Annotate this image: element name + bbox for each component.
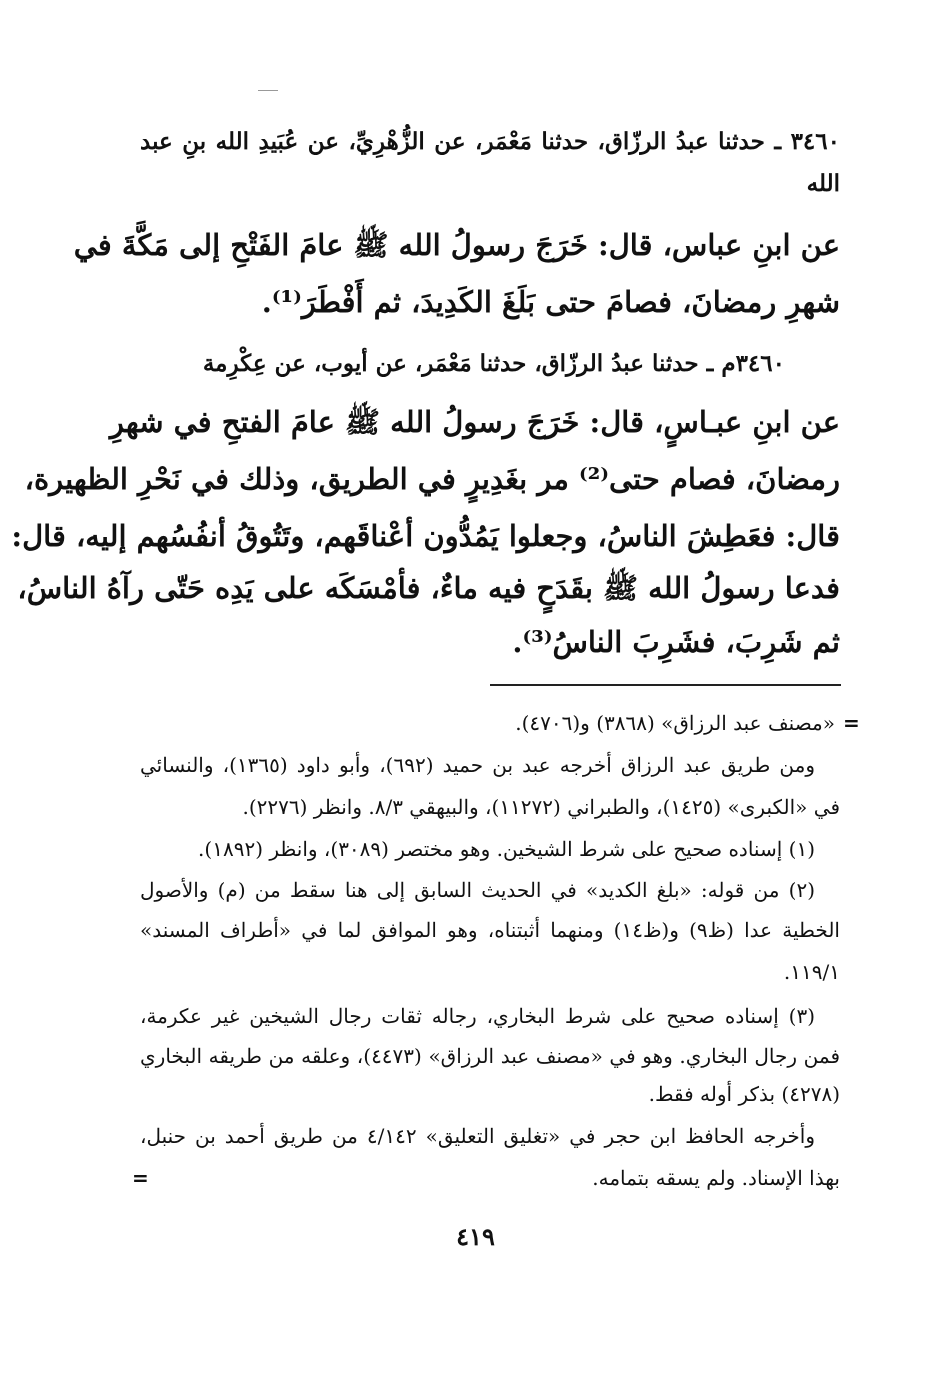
footnote-3-line4: وأخرجه الحافظ ابن حجر في «تغليق التعليق» ٤/١٤٢ من طريق أحمد بن حنبل، [140,1124,816,1148]
hadith-3460m-text-line3: قال: فعَطِشَ الناسُ، وجعلوا يَمُدُّون أعْناقَهم، وتَتُوقُ أنفُسُهم إليه، قال: [11,519,840,553]
footnote-2-line1: (٢) من قوله: «بلغ الكديد» في الحديث السابق إلى هنا سقط من (م) والأصول [140,878,815,902]
hadith-3460m-text-line2: رمضانَ، فصام حتى⁽²⁾ مر بغَدِيرٍ في الطريق، وذلك في نَحْرِ الظهيرة، [24,462,840,496]
hadith-3460m-text-line1: عن ابنِ عبـاسٍ، قال: خَرَجَ رسولُ الله ﷺ عامَ الفتحِ في شهرِ [109,405,840,439]
footnote-3-line5: بهذا الإسناد. ولم يسقه بتمامه. [592,1166,840,1190]
footnote-line1: «مصنف عبد الرزاق» (٣٨٦٨) و(٤٧٠٦). [515,711,835,735]
hadith-3460m-chain-line1: ٣٤٦٠م ـ حدثنا عبدُ الرزّاق، حدثنا مَعْمَر، عن أيوب، عن عِكْرِمة [202,350,785,377]
footnote-2-line3: ١١٩/١. [783,960,840,984]
footnote-separator [490,684,841,686]
footnote-1: (١) إسناده صحيح على شرط الشيخين. وهو مختصر (٣٠٨٩)، وانظر (١٨٩٢). [198,837,815,861]
hadith-3460m-text-line4: فدعا رسولُ الله ﷺ بقَدَحٍ فيه ماءٌ، فأمْسَكَه على يَدِه حَتّى رآهُ الناسُ، [17,571,840,605]
hadith-3460m-text-line5: ثم شَرِبَ، فشَرِبَ الناسُ⁽³⁾. [512,625,840,659]
footnote-line3: في «الكبرى» (١٤٢٥)، والطبراني (١١٢٧٢)، والبيهقي ٨/٣. وانظر (٢٢٧٦). [242,795,840,819]
hadith-3460-text-line2: شهرِ رمضانَ، فصامَ حتى بَلَغَ الكَدِيدَ، ثم أَفْطَرَ⁽¹⁾. [261,285,840,319]
page-number: ٤١٩ [456,1222,495,1251]
footnote-3-line1: (٣) إسناده صحيح على شرط البخاري، رجاله ثقات رجال الشيخين غير عكرمة، [140,1004,815,1028]
footnote-continuation-marker: = [843,711,860,735]
footnote-3-line2: فمن رجال البخاري. وهو في «مصنف عبد الرزاق» (٤٤٧٣)، وعلقه من طريقه البخاري [140,1044,840,1068]
hadith-3460-text-line1: عن ابنِ عباس، قال: خَرَجَ رسولُ الله ﷺ عامَ الفَتْحِ إلى مَكَّةَ في [73,228,840,262]
footnote-2-line2: الخطية عدا (ظ٩) و(ظ١٤) ومنهما أثبتناه، وهو الموافق لما في «أطراف المسند» [140,918,840,942]
footnote-3-line3: (٤٢٧٨) بذكر أوله فقط. [648,1082,840,1106]
hadith-3460-chain-line2: الله [806,170,840,197]
footnote-end-marker: = [132,1166,149,1190]
footnote-line2: ومن طريق عبد الرزاق أخرجه عبد بن حميد (٦٩٢)، وأبو داود (١٣٦٥)، والنسائي [140,753,815,777]
top-scan-mark [258,90,278,91]
hadith-3460-chain-line1: ٣٤٦٠ ـ حدثنا عبدُ الرزّاق، حدثنا مَعْمَر، عن الزُّهْرِيِّ، عن عُبَيدِ الله بنِ عبد [140,128,840,155]
